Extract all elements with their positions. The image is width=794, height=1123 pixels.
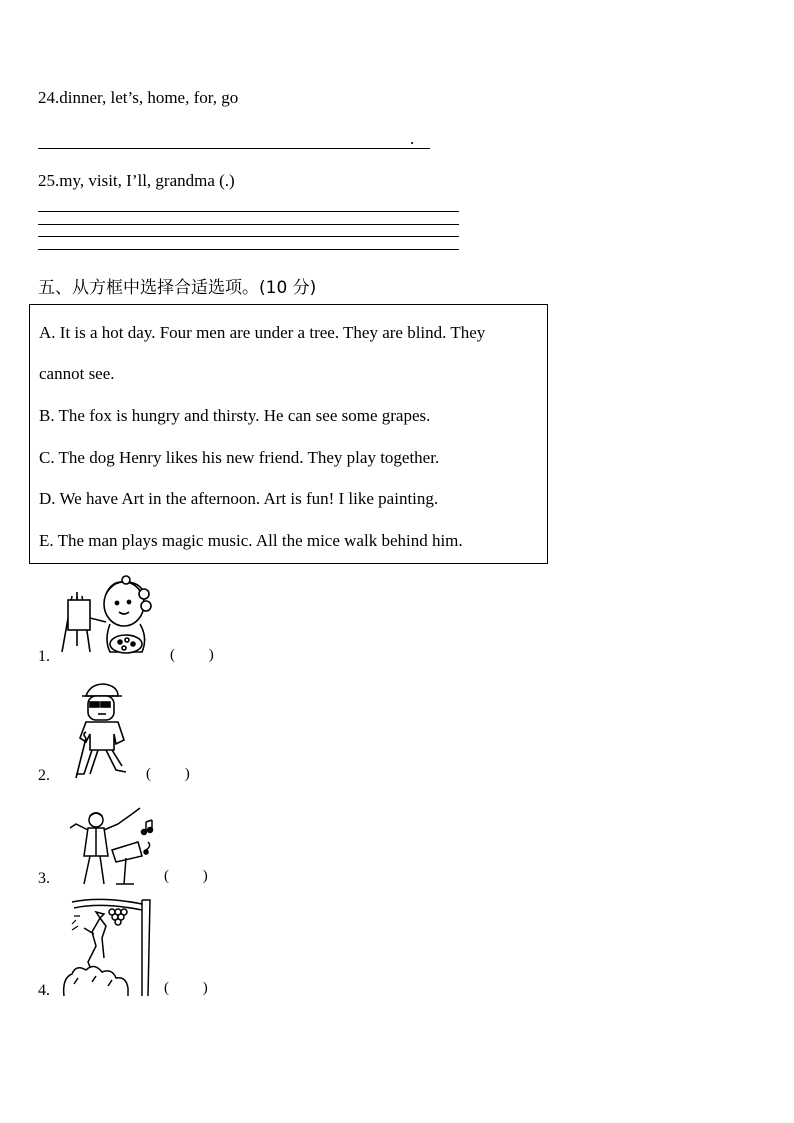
- item-3-answer-bracket[interactable]: ( ): [164, 868, 208, 884]
- section-5-heading: 五、从方框中选择合适选项。(10 分): [38, 278, 317, 298]
- item-3-number: 3.: [38, 870, 50, 887]
- item-4-number: 4.: [38, 982, 50, 999]
- question-24-end-mark: .: [410, 129, 415, 148]
- fox-grapes-icon: [62, 898, 156, 996]
- option-b: B. The fox is hungry and thirsty. He can see some grapes.: [39, 406, 431, 425]
- answer-line-25-3[interactable]: [38, 236, 459, 237]
- answer-line-25-4[interactable]: [38, 249, 459, 250]
- question-24-prompt: 24.dinner, let’s, home, for, go: [38, 88, 239, 107]
- option-e: E. The man plays magic music. All the mice walk behind him.: [39, 531, 463, 550]
- option-c: C. The dog Henry likes his new friend. They play together.: [39, 448, 440, 467]
- question-25-prompt: 25.my, visit, I’ll, grandma (.): [38, 171, 235, 190]
- option-a-line-2: cannot see.: [39, 364, 115, 383]
- options-box: [29, 304, 548, 564]
- item-1-number: 1.: [38, 648, 50, 665]
- answer-line-25-2[interactable]: [38, 224, 459, 225]
- item-4-answer-bracket[interactable]: ( ): [164, 980, 208, 996]
- blind-man-icon: [72, 682, 138, 780]
- item-2-number: 2.: [38, 767, 50, 784]
- girl-painting-icon: [60, 574, 170, 660]
- item-2-answer-bracket[interactable]: ( ): [146, 766, 190, 782]
- conductor-icon: [64, 806, 158, 886]
- answer-line-24[interactable]: [38, 148, 430, 149]
- answer-line-25-1[interactable]: [38, 211, 459, 212]
- option-a-line-1: A. It is a hot day. Four men are under a tree. They are blind. They: [39, 323, 486, 342]
- option-d: D. We have Art in the afternoon. Art is fun! I like painting.: [39, 489, 439, 508]
- item-1-answer-bracket[interactable]: ( ): [170, 647, 214, 663]
